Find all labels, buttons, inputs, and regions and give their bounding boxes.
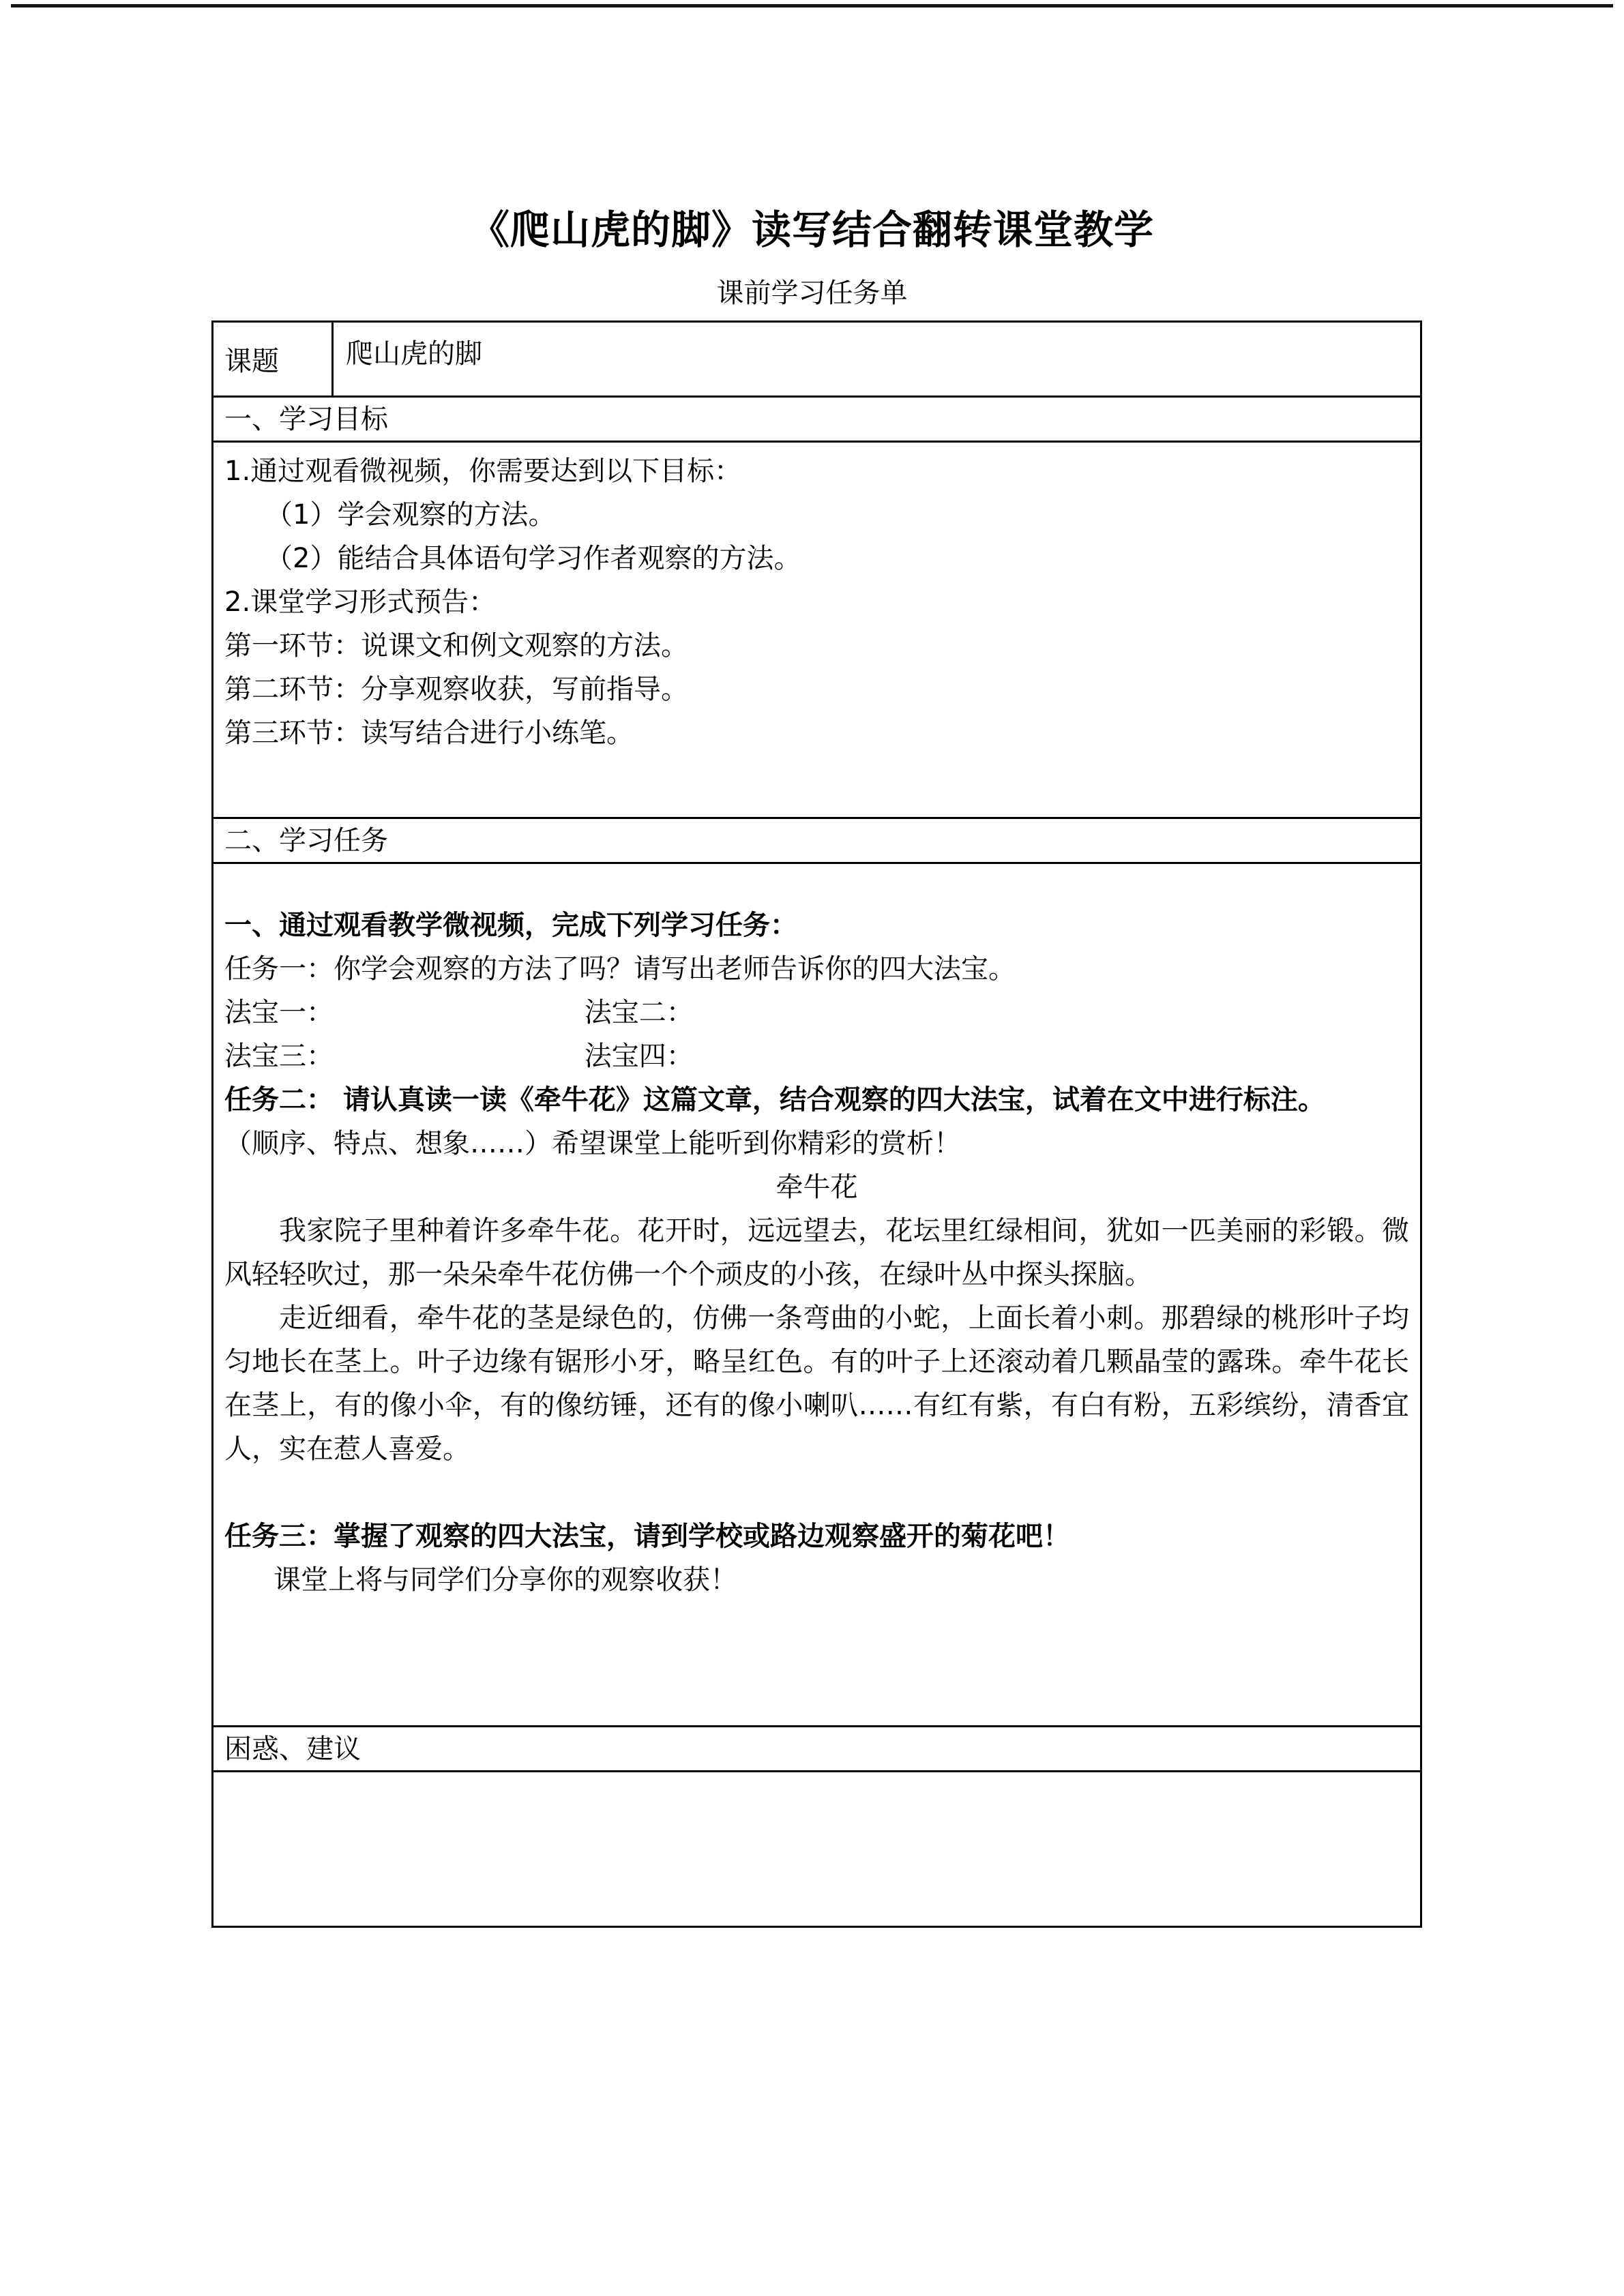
section3-header: 困惑、建议 xyxy=(213,1727,1421,1772)
task3-text: 任务三：掌握了观察的四大法宝，请到学校或路边观察盛开的菊花吧！ xyxy=(224,1521,1070,1552)
section2-content xyxy=(213,863,1421,1727)
task1-text: 任务一：你学会观察的方法了吗？请写出老师告诉你的四大法宝。 xyxy=(224,953,1016,985)
topic-value: 爬山虎的脚 xyxy=(333,322,1421,397)
treasure-line-1 xyxy=(224,991,1409,1034)
essay-paragraph-1: 我家院子里种着许多牵牛花。花开时，远远望去，花坛里红绿相间，犹如一匹美丽的彩锻。微风轻轻吹过，那一朵朵牵牛花仿佛一个个顽皮的小孩，在绿叶丛中探头探脑。 xyxy=(224,1215,1409,1290)
essay-paragraph-2: 走近细看，牵牛花的茎是绿色的，仿佛一条弯曲的小蛇，上面长着小刺。那碧绿的桃形叶子均匀地长在茎上。叶子边缘有锯形小牙，略呈红色。有的叶子上还滚动着几颗晶莹的露珠。牵牛花长在茎上，有的像小伞，有的像纺锤，还有的像小喇叭……有红有紫，有白有粉，五彩缤纷，清香宜人，实在惹人喜爱。 xyxy=(224,1302,1409,1465)
task3-note: 课堂上将与同学们分享你的观察收获！ xyxy=(274,1564,737,1596)
feedback-empty-area xyxy=(213,1772,1421,1927)
task2-text: 任务二： 请认真读一读《牵牛花》这篇文章，结合观察的四大法宝，试着在文中进行标注。 xyxy=(224,1084,1325,1116)
section1-header-row xyxy=(213,397,1421,442)
goal-line-6: 第二环节：分享观察收获，写前指导。 xyxy=(224,674,688,705)
goal-line-7: 第三环节：读写结合进行小练笔。 xyxy=(224,717,634,749)
section3-header-row xyxy=(213,1727,1421,1772)
section2-header-row xyxy=(213,818,1421,863)
goal-line-4: 2.课堂学习形式预告： xyxy=(224,586,497,618)
treasure-field-2: 法宝二： xyxy=(584,997,694,1028)
topic-row xyxy=(213,322,1421,397)
section2-content-row xyxy=(213,863,1421,1727)
section1-header: 一、学习目标 xyxy=(213,397,1421,442)
document-subtitle: 课前学习任务单 xyxy=(716,278,908,309)
worksheet-table xyxy=(211,320,1422,1928)
task2-note: （顺序、特点、想象……）希望课堂上能听到你精彩的赏析！ xyxy=(224,1128,961,1159)
section1-content-row xyxy=(213,442,1421,818)
document-title: 《爬山虎的脚》读写结合翻转课堂教学 xyxy=(469,207,1154,253)
tasks-intro: 一、通过观看教学微视频，完成下列学习任务： xyxy=(224,910,797,941)
feedback-empty-row xyxy=(213,1772,1421,1927)
essay-title: 牵牛花 xyxy=(776,1172,858,1203)
goal-line-1: 1.通过观看微视频，你需要达到以下目标： xyxy=(224,456,742,487)
goal-line-2: （1）学会观察的方法。 xyxy=(265,499,556,531)
topic-label: 课题 xyxy=(213,322,333,397)
page-top-edge-line xyxy=(11,4,1613,8)
section2-header: 二、学习任务 xyxy=(213,818,1421,863)
goal-line-3: （2）能结合具体语句学习作者观察的方法。 xyxy=(265,543,801,574)
goal-line-5: 第一环节：说课文和例文观察的方法。 xyxy=(224,630,688,661)
treasure-line-2 xyxy=(224,1034,1409,1078)
section1-content xyxy=(213,442,1421,818)
treasure-field-4: 法宝四： xyxy=(584,1041,694,1072)
treasure-field-1: 法宝一： xyxy=(224,997,334,1028)
treasure-field-3: 法宝三： xyxy=(224,1041,334,1072)
